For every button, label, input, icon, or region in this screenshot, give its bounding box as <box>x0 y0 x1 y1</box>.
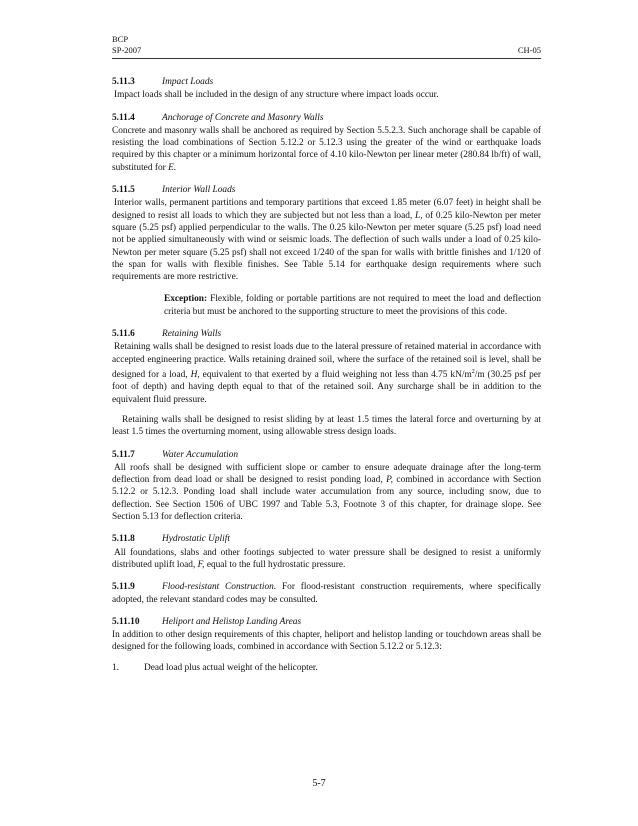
page-body <box>112 76 541 684</box>
section-heading <box>112 328 541 340</box>
text-run: /m (30.25 psf per foot of depth) and having depth equal to that of the retained soil. Any surcharge shall be in addition to the equivalent fluid pressure. <box>112 370 542 405</box>
section-heading <box>112 112 541 124</box>
text-run: combined in accordance with Section 5.12.2 or 5.12.3. Ponding load shall include water accumulation from any source, including snow, due to deflection. See Section 1506 of UBC 1997 and Table 5.3, Footnote 3 of this chapter, for drainage slope. See Section 5.13 for deflection criteria. <box>112 475 541 523</box>
header-document-code: SP-2007 <box>112 45 142 55</box>
text-run: All foundations, slabs and other footings subjected to water pressure shall be designed to resist a uniformly distributed uplift load, <box>112 547 541 570</box>
header-rule <box>112 58 541 59</box>
section-title: Water Accumulation <box>162 449 239 460</box>
text-run: All roofs shall be designed with sufficient slope or camber to ensure adequate drainage after the long-term deflection from dead load or shall be designed to resist ponding load, <box>112 462 541 486</box>
section-number: 5.11.3 <box>112 77 135 87</box>
text-run-italic: L <box>415 210 421 221</box>
text-run-italic: E <box>168 162 174 173</box>
text-run: . <box>173 162 177 173</box>
text-run: For flood-resistant construction requirements, where specifically adopted, the relevant standard codes may be consulted. <box>112 582 541 605</box>
text-run: Concrete and masonry walls shall be anchored as required by Section 5.5.2.3. Such anchorage shall be capable of resisting the load combinations of Section 5.12.2 or 5.12.3 using the greater of the wind or earthquake loads required by this chapter or a minimum horizontal force of 4.10 kilo-Newton per linear meter (280.84 lb/ft) of wall, substituted for <box>112 125 541 173</box>
page-header <box>112 34 541 56</box>
text-run: Interior walls, permanent partitions and temporary partitions that exceed 1.85 meter (6.07 feet) in height shall be designed to resist all loads to which they are subjected but not less than a load, <box>112 198 541 221</box>
header-chapter: CH-05 <box>517 45 541 55</box>
exception-text: Flexible, folding or portable partitions are not required to meet the load and deflection criteria but must be anchored to the supporting structure to meet the provisions of this code. <box>164 294 541 317</box>
section-heading <box>112 616 541 628</box>
section-5-11-5 <box>112 184 541 318</box>
section-paragraph-2: Retaining walls shall be designed to resist sliding by at least 1.5 times the lateral force and overturning by at least 1.5 times the overturning moment, using allowable stress design loads. <box>112 414 541 438</box>
list-item <box>112 662 541 674</box>
section-5-11-6 <box>112 328 541 438</box>
list-item-number: 1. <box>112 662 120 673</box>
text-run: Retaining walls shall be designed to resist loads due to the lateral pressure of retained material in accordance with accepted engineering practice. Walls retaining drained soil, where the surface of the retained soil is level, shall be designed for a load, <box>112 342 541 381</box>
section-text <box>112 89 541 101</box>
section-5-11-4 <box>112 112 541 174</box>
section-heading <box>112 533 541 545</box>
section-heading <box>112 449 541 461</box>
section-text <box>112 125 541 174</box>
list-item-text: Dead load plus actual weight of the helicopter. <box>144 662 318 673</box>
text-run: Impact loads shall be included in the design of any structure where impact loads occur. <box>114 90 439 101</box>
section-title: Heliport and Helistop Landing Areas <box>162 616 302 627</box>
section-number: 5.11.7 <box>112 449 135 460</box>
exception-note <box>164 293 541 318</box>
text-run: equivalent to that exerted by a fluid weighing not less than 4.75 kN/m <box>199 370 472 381</box>
section-number: 5.11.6 <box>112 329 135 340</box>
section-number: 5.11.5 <box>112 185 135 196</box>
superscript: 2 <box>471 368 475 375</box>
header-line1: BCP <box>112 34 129 44</box>
text-run-italic: P, <box>386 475 393 486</box>
section-title: Interior Wall Loads <box>162 185 236 196</box>
section-title: Retaining Walls <box>162 329 222 340</box>
section-number: 5.11.10 <box>112 616 140 627</box>
section-title: Anchorage of Concrete and Masonry Walls <box>162 112 324 123</box>
section-title: Hydrostatic Uplift <box>162 534 230 545</box>
section-5-11-10 <box>112 616 541 674</box>
exception-label: Exception: <box>164 294 208 305</box>
section-text: In addition to other design requirements of this chapter, heliport and helistop landing or touchdown areas shall be designed for the following loads, combined in accordance with Section 5.12.2 or 5.12.3: <box>112 630 541 653</box>
text-run-italic: F, <box>197 559 205 570</box>
text-run: , of 0.25 kilo-Newton per meter square (5.25 psf) applied perpendicular to the walls. The 0.25 kilo-Newton per meter square (5.25 psf) load need not be applied simultaneously with wind or seismic loads. The deflection of such walls under a load of 0.25 kilo-Newton per meter square (5.25 psf) shall not exceed 1/240 of the span for walls with brittle finishes and 1/120 of the span for walls with flexible finishes. See Table 5.14 for earthquake design requirements where such requirements are more restrictive. <box>112 210 541 283</box>
section-5-11-9 <box>112 581 541 606</box>
text-run-italic: H, <box>190 370 200 381</box>
section-title: Impact Loads <box>162 77 214 87</box>
section-heading <box>112 76 541 88</box>
section-text <box>112 341 541 406</box>
section-5-11-7 <box>112 449 541 524</box>
section-5-11-8 <box>112 533 541 571</box>
page-number: 5-7 <box>312 778 326 789</box>
section-number: 5.11.4 <box>112 112 135 123</box>
section-text <box>112 197 541 283</box>
section-number: 5.11.8 <box>112 534 135 545</box>
section-5-11-3 <box>112 76 541 102</box>
section-number: 5.11.9 <box>112 582 135 593</box>
section-title: Flood-resistant Construction. <box>162 582 277 593</box>
section-text <box>112 581 541 606</box>
section-heading <box>112 184 541 196</box>
section-text <box>112 547 541 572</box>
text-run: equal to the full hydrostatic pressure. <box>204 559 346 570</box>
section-text <box>112 462 541 523</box>
